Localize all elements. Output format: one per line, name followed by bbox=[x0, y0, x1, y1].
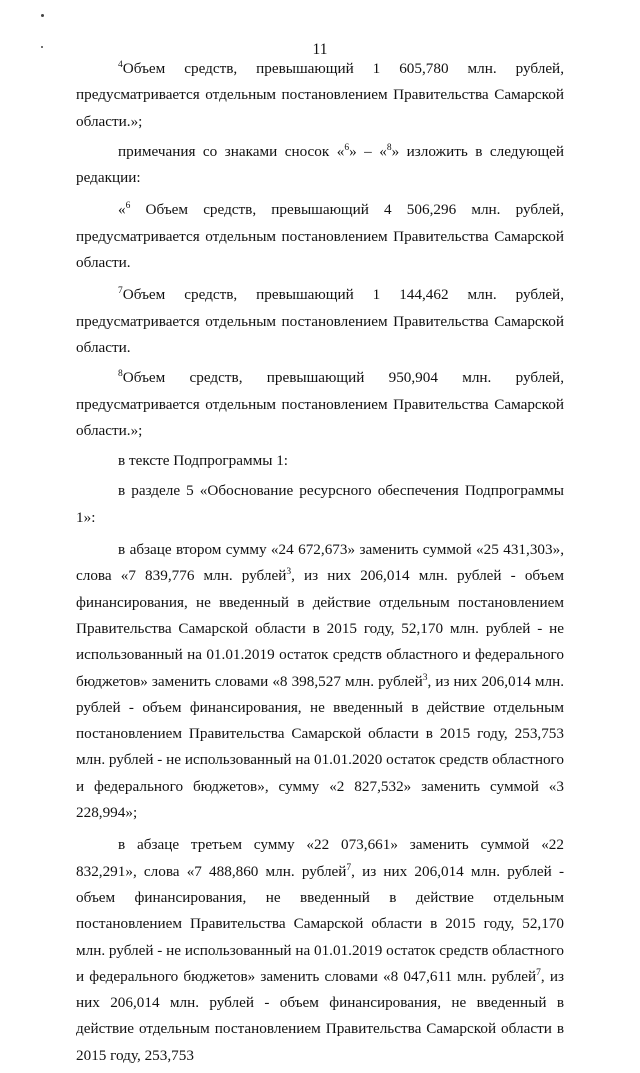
paragraph-text: Объем средств, превышающий 1 605,780 млн. рублей, предусматривается отдельным постановлением Правительства Самарской области.»; bbox=[76, 60, 564, 130]
footnote-marker: 7 bbox=[346, 862, 352, 873]
footnote-marker: 8 bbox=[386, 142, 392, 153]
footnote-marker: 4 bbox=[118, 60, 123, 70]
document-body bbox=[76, 56, 564, 1073]
paragraph bbox=[76, 448, 564, 474]
scan-artifact-dot bbox=[41, 14, 44, 17]
paragraph bbox=[76, 282, 564, 361]
footnote-marker: 7 bbox=[118, 286, 123, 297]
paragraph bbox=[76, 365, 564, 444]
paragraph-text: « bbox=[118, 201, 126, 219]
paragraph-text: , из них 206,014 млн. рублей - объем финансирования, не введенный в действие отдельным постановлением Правительства Самарской области в 2015 году, 253,753 млн. рублей - не использованный на 01.01.2020 остаток средств областного и федерального бюджетов», сумму «2 827,532» заменить суммой «3 228,994»; bbox=[76, 672, 564, 822]
footnote-marker: 3 bbox=[422, 672, 428, 683]
paragraph-text: Объем средств, превышающий 4 506,296 млн. рублей, предусматривается отдельным постановлением Правительства Самарской области. bbox=[76, 201, 564, 272]
paragraph-text: в абзаце третьем сумму «22 073,661» заменить суммой «22 832,291», слова «7 488,860 млн. рублей bbox=[76, 836, 564, 880]
paragraph bbox=[76, 197, 564, 276]
footnote-marker: 8 bbox=[118, 369, 123, 380]
paragraph-text: , из них 206,014 млн. рублей - объем финансирования, не введенный в действие отдельным постановлением Правительства Самарской области в 2015 году, 52,170 млн. рублей - не использованный на 01.01.2019 остаток средств областного и федерального бюджетов» заменить словами «8 047,611 млн. рублей bbox=[76, 862, 565, 985]
paragraph bbox=[76, 139, 564, 192]
paragraph-text: » изложить в следующей редакции: bbox=[76, 142, 565, 187]
paragraph bbox=[76, 56, 564, 135]
paragraph bbox=[76, 832, 564, 1069]
paragraph-text: в абзаце втором сумму «24 672,673» заменить суммой «25 431,303», слова «7 839,776 млн. рублей bbox=[76, 541, 564, 585]
page-number: 11 bbox=[312, 41, 328, 58]
paragraph bbox=[76, 478, 564, 531]
paragraph-text: в разделе 5 «Обоснование ресурсного обеспечения Подпрограммы 1»: bbox=[76, 482, 564, 526]
footnote-marker: 6 bbox=[344, 142, 350, 153]
paragraph-text: » – « bbox=[349, 142, 387, 160]
paragraph-text: примечания со знаками сносок « bbox=[118, 142, 345, 160]
paragraph bbox=[76, 537, 564, 826]
footnote-marker: 6 bbox=[125, 201, 131, 212]
footnote-marker: 3 bbox=[286, 567, 292, 578]
paragraph-text: , из них 206,014 млн. рублей - объем финансирования, не введенный в действие отдельным постановлением Правительства Самарской области в 2015 году, 253,753 bbox=[76, 967, 564, 1064]
paragraph-text: Объем средств, превышающий 950,904 млн. рублей, предусматривается отдельным постановлением Правительства Самарской области.»; bbox=[76, 369, 564, 439]
paragraph-text: , из них 206,014 млн. рублей - объем финансирования, не введенный в действие отдельным постановлением Правительства Самарской области в 2015 году, 52,170 млн. рублей - не использованный на 01.01.2019 остаток средств областного и федерального бюджетов» заменить словами «8 398,527 млн. рублей bbox=[76, 567, 564, 690]
paragraph-text: Объем средств, превышающий 1 144,462 млн. рублей, предусматривается отдельным постановлением Правительства Самарской области. bbox=[76, 286, 564, 356]
footnote-marker: 7 bbox=[536, 967, 541, 978]
paragraph-text: в тексте Подпрограммы 1: bbox=[118, 452, 289, 470]
